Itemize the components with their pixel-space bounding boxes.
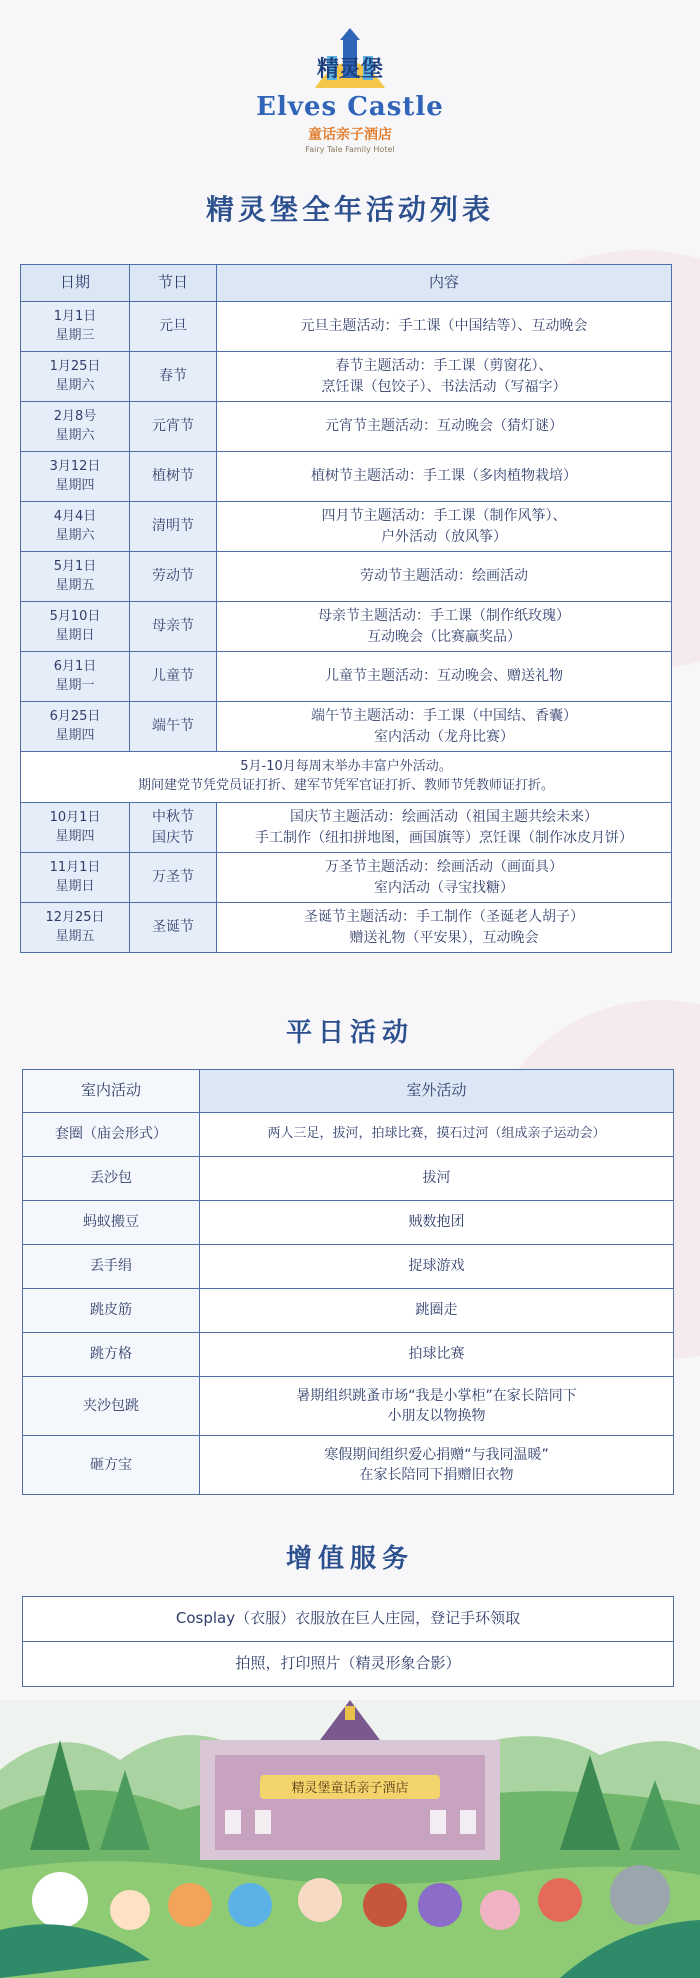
- cell-line: 拍球比赛: [408, 1346, 465, 1363]
- table-row: [23, 1436, 674, 1495]
- table-row: [23, 1157, 674, 1201]
- festival-cell: [130, 853, 217, 903]
- cell-line: 小朋友以物换物: [387, 1408, 486, 1424]
- cell-line: 星期三: [55, 327, 95, 343]
- annual-table-body: [21, 302, 672, 953]
- cell-line: 圣诞节: [152, 919, 194, 936]
- content-cell: [217, 702, 672, 752]
- header-content: 内容: [217, 265, 672, 302]
- cell-line: 拔河: [422, 1170, 451, 1187]
- cell-line: 室内活动（寻宝找糖）: [374, 879, 514, 896]
- annual-activity-table: [20, 264, 672, 953]
- daily-table-body: [23, 1113, 674, 1495]
- outdoor-activity-cell: [200, 1333, 674, 1377]
- cell-line: 寒假期间组织爱心捐赠“与我同温暖”: [324, 1446, 549, 1463]
- cell-line: 贼数抱团: [408, 1214, 465, 1231]
- cell-line: 星期一: [55, 677, 95, 693]
- cell-line: 11月1日: [49, 859, 101, 875]
- date-cell: [21, 803, 130, 853]
- date-cell: [21, 302, 130, 352]
- cell-line: 6月1日: [53, 658, 97, 674]
- content-cell: [217, 302, 672, 352]
- daily-section-title: 平日活动: [285, 1018, 414, 1048]
- table-row: [21, 702, 672, 752]
- service-item: Cosplay（衣服）衣服放在巨人庄园，登记手环领取: [23, 1597, 674, 1642]
- table-row: [23, 1642, 674, 1687]
- cell-line: 星期日: [55, 878, 95, 894]
- date-cell: [21, 452, 130, 502]
- cell-line: 劳动节主题活动：绘画活动: [360, 568, 528, 585]
- cell-line: 春节主题活动：手工课（剪窗花）、: [335, 358, 553, 375]
- table-row: [21, 652, 672, 702]
- date-cell: [21, 552, 130, 602]
- content-cell: [217, 652, 672, 702]
- cell-line: 户外活动（放风筝）: [381, 528, 507, 545]
- header-outdoor: 室外活动: [200, 1070, 674, 1113]
- header-date: 日期: [21, 265, 130, 302]
- indoor-activity-cell: 丢沙包: [23, 1157, 200, 1201]
- indoor-activity-cell: 套圈（庙会形式）: [23, 1113, 200, 1157]
- content-cell: [217, 903, 672, 953]
- festival-cell: 植树节: [130, 452, 217, 502]
- cell-line: 10月1日: [49, 809, 101, 825]
- date-cell: [21, 853, 130, 903]
- logo-brand-name: Elves Castle: [256, 92, 444, 122]
- festival-cell: 端午节: [130, 702, 217, 752]
- services-table: [22, 1596, 674, 1687]
- table-row: [21, 502, 672, 552]
- note-row: [21, 752, 672, 803]
- content-cell: [217, 853, 672, 903]
- festival-cell: 元旦: [130, 302, 217, 352]
- table-header-row: [21, 265, 672, 302]
- cell-line: 国庆节主题活动：绘画活动（祖国主题共绘未来）: [290, 809, 598, 826]
- cell-line: 星期六: [55, 377, 95, 393]
- festival-cell: 元宵节: [130, 402, 217, 452]
- daily-activity-table: [22, 1069, 674, 1495]
- cell-line: 星期五: [55, 577, 95, 593]
- cell-line: 星期四: [55, 828, 95, 844]
- cell-line: 母亲节主题活动：手工课（制作纸玫瑰）: [318, 608, 570, 625]
- cell-line: 室内活动（龙舟比赛）: [374, 728, 514, 745]
- cell-line: 3月12日: [49, 458, 101, 474]
- outdoor-activity-cell: [200, 1113, 674, 1157]
- cell-line: 5月10日: [49, 608, 101, 624]
- logo-sub-en: Fairy Tale Family Hotel: [305, 145, 395, 154]
- logo-sub-cn: 童话亲子酒店: [308, 127, 392, 143]
- indoor-activity-cell: 砸方宝: [23, 1436, 200, 1495]
- cell-line: 圣诞节主题活动：手工制作（圣诞老人胡子）: [304, 909, 584, 926]
- table-row: [21, 602, 672, 652]
- cell-line: 儿童节主题活动：互动晚会、赠送礼物: [325, 668, 563, 685]
- cell-line: 手工制作（纽扣拼地图，画国旗等）烹饪课（制作冰皮月饼）: [255, 829, 633, 846]
- festival-cell: 劳动节: [130, 552, 217, 602]
- date-cell: [21, 702, 130, 752]
- date-cell: [21, 502, 130, 552]
- festival-cell: 春节: [130, 352, 217, 402]
- table-row: [21, 352, 672, 402]
- cell-line: 植树节主题活动：手工课（多肉植物栽培）: [311, 468, 577, 485]
- table-row: [23, 1201, 674, 1245]
- cell-line: 1月1日: [53, 308, 97, 324]
- castle-illustration: [0, 1700, 700, 1978]
- cell-line: 万圣节: [152, 869, 194, 886]
- indoor-activity-cell: 丢手绢: [23, 1245, 200, 1289]
- cell-line: 12月25日: [45, 909, 105, 925]
- hotel-sign-text: 精灵堡童话亲子酒店: [291, 1781, 409, 1796]
- table-row: [23, 1597, 674, 1642]
- table-row: [23, 1245, 674, 1289]
- date-cell: [21, 903, 130, 953]
- indoor-activity-cell: 夹沙包跳: [23, 1377, 200, 1436]
- outdoor-activity-cell: [200, 1289, 674, 1333]
- table-row: [23, 1289, 674, 1333]
- content-cell: [217, 502, 672, 552]
- cell-line: 暑期组织跳蚤市场“我是小掌柜”在家长陪同下: [296, 1387, 577, 1404]
- services-section-title: 增值服务: [285, 1544, 414, 1574]
- table-header-row: [23, 1070, 674, 1113]
- header-festival: 节日: [130, 265, 217, 302]
- cell-line: 元宵节主题活动：互动晚会（猜灯谜）: [325, 418, 563, 435]
- cell-line: 4月4日: [53, 508, 97, 524]
- cell-line: 万圣节主题活动：绘画活动（画面具）: [325, 859, 563, 876]
- table-row: [21, 302, 672, 352]
- cell-line: 星期五: [55, 928, 95, 944]
- cell-line: 跳圈走: [415, 1302, 458, 1319]
- festival-cell: 母亲节: [130, 602, 217, 652]
- castle-logo-icon: [285, 28, 415, 98]
- content-cell: [217, 803, 672, 853]
- cell-line: 互动晚会（比赛赢奖品）: [367, 628, 521, 645]
- table-row: [21, 903, 672, 953]
- header-indoor: 室内活动: [23, 1070, 200, 1113]
- content-cell: [217, 452, 672, 502]
- table-row: [23, 1113, 674, 1157]
- table-row: [21, 402, 672, 452]
- cell-line: 1月25日: [49, 358, 101, 374]
- table-row: [21, 452, 672, 502]
- date-cell: [21, 352, 130, 402]
- indoor-activity-cell: 跳皮筋: [23, 1289, 200, 1333]
- outdoor-activity-cell: [200, 1377, 674, 1436]
- cell-line: 元旦主题活动：手工课（中国结等）、互动晚会: [300, 318, 588, 335]
- cell-line: 2月8号: [53, 408, 97, 424]
- cell-line: 烹饪课（包饺子）、书法活动（写福字）: [321, 378, 567, 395]
- outdoor-activity-cell: [200, 1157, 674, 1201]
- indoor-activity-cell: 跳方格: [23, 1333, 200, 1377]
- festival-cell: 儿童节: [130, 652, 217, 702]
- cell-line: 端午节主题活动：手工课（中国结、香囊）: [311, 708, 577, 725]
- hotel-logo: [0, 28, 700, 168]
- festival-cell: [130, 803, 217, 853]
- cell-line: 两人三足，拔河，拍球比赛，摸石过河（组成亲子运动会）: [267, 1126, 606, 1142]
- cell-line: 捉球游戏: [408, 1258, 465, 1275]
- content-cell: [217, 552, 672, 602]
- date-cell: [21, 652, 130, 702]
- cell-line: 5月-10月每周末举办丰富户外活动。: [240, 759, 452, 775]
- date-cell: [21, 602, 130, 652]
- festival-cell: 清明节: [130, 502, 217, 552]
- table-row: [23, 1377, 674, 1436]
- table-row: [21, 552, 672, 602]
- cell-line: 星期六: [55, 427, 95, 443]
- cell-line: 赠送礼物（平安果），互动晚会: [349, 929, 539, 946]
- outdoor-activity-cell: [200, 1436, 674, 1495]
- table-row: [21, 853, 672, 903]
- outdoor-activity-cell: [200, 1201, 674, 1245]
- page-title: 精灵堡全年活动列表: [205, 193, 494, 226]
- cell-line: 5月1日: [53, 558, 97, 574]
- cell-line: 期间建党节凭党员证打折、建军节凭军官证打折、教师节凭教师证打折。: [137, 778, 554, 793]
- note-cell: [21, 752, 672, 803]
- cell-line: 在家长陪同下捐赠旧衣物: [359, 1467, 514, 1483]
- indoor-activity-cell: 蚂蚁搬豆: [23, 1201, 200, 1245]
- festival-cell: [130, 903, 217, 953]
- content-cell: [217, 402, 672, 452]
- cell-line: 国庆节: [152, 829, 194, 846]
- logo-cn-text: 精灵堡: [316, 57, 384, 82]
- cell-line: 星期四: [55, 727, 95, 743]
- cell-line: 中秋节: [152, 809, 194, 826]
- table-row: [21, 803, 672, 853]
- content-cell: [217, 352, 672, 402]
- content-cell: [217, 602, 672, 652]
- outdoor-activity-cell: [200, 1245, 674, 1289]
- cell-line: 星期日: [55, 627, 95, 643]
- date-cell: [21, 402, 130, 452]
- cell-line: 6月25日: [49, 708, 101, 724]
- cell-line: 四月节主题活动：手工课（制作风筝）、: [321, 508, 567, 525]
- service-item: 拍照，打印照片（精灵形象合影）: [23, 1642, 674, 1687]
- table-row: [23, 1333, 674, 1377]
- cell-line: 星期四: [55, 477, 95, 493]
- cell-line: 星期六: [55, 527, 95, 543]
